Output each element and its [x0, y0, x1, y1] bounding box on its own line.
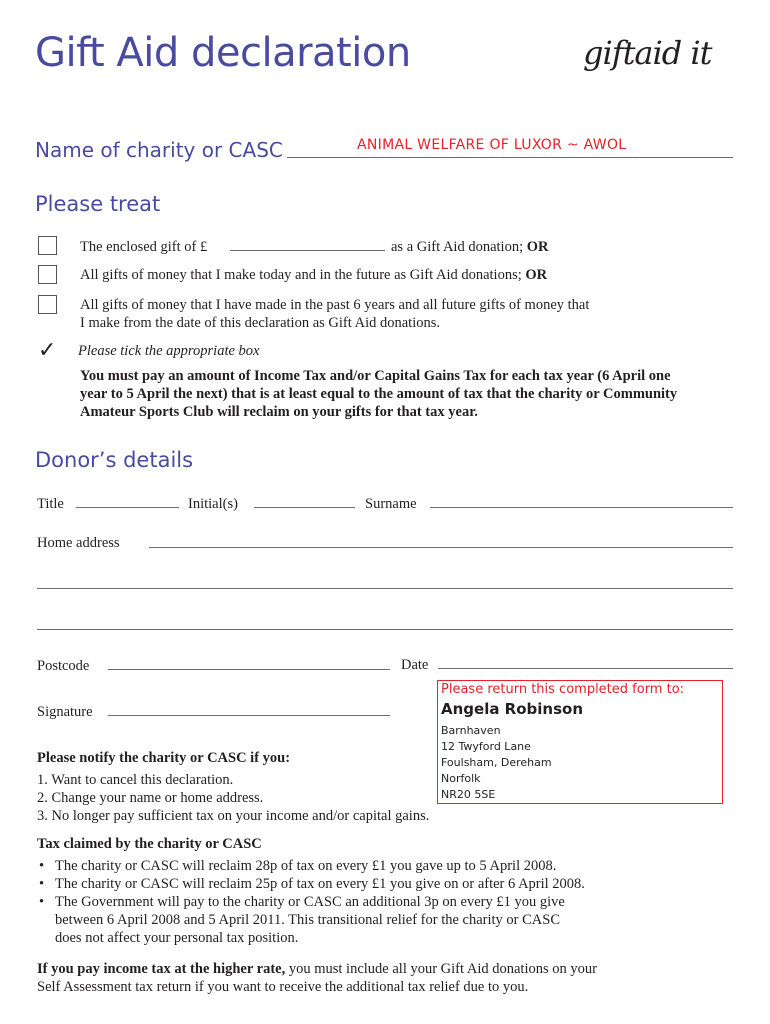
- tax-claimed-heading: Tax claimed by the charity or CASC: [37, 836, 262, 852]
- return-box-address: [441, 723, 552, 803]
- option3-text: [80, 296, 589, 332]
- option2-checkbox[interactable]: [38, 265, 57, 284]
- address-label: Home address: [37, 535, 120, 551]
- return-address-line: Foulsham, Dereham: [441, 756, 552, 769]
- postcode-label: Postcode: [37, 658, 90, 674]
- higher-rate-bold: If you pay income tax at the higher rate,: [37, 961, 286, 977]
- notify-list: [37, 771, 429, 825]
- tax-claimed-item: [37, 857, 677, 875]
- higher-rate-line2: Self Assessment tax return if you want to receive the additional tax relief due to you.: [37, 979, 529, 995]
- return-address-line: Barnhaven: [441, 724, 501, 737]
- notify-item: 1. Want to cancel this declaration.: [37, 772, 234, 788]
- return-address-box: [437, 680, 723, 804]
- return-box-heading: Please return this completed form to:: [441, 682, 685, 697]
- tax-notice: [80, 367, 677, 421]
- option1-text-a: The enclosed gift of £: [80, 239, 208, 255]
- surname-field[interactable]: [430, 507, 733, 508]
- bullet-icon: •: [39, 876, 45, 892]
- tick-note: Please tick the appropriate box: [78, 343, 260, 359]
- charity-name-value[interactable]: ANIMAL WELFARE OF LUXOR ~ AWOL: [357, 137, 627, 153]
- option1-checkbox[interactable]: [38, 236, 57, 255]
- higher-rate-note: [37, 960, 597, 996]
- higher-rate-line1: [37, 960, 597, 978]
- address-field-2[interactable]: [37, 588, 733, 589]
- notify-heading: Please notify the charity or CASC if you:: [37, 750, 291, 766]
- signature-label: Signature: [37, 704, 93, 720]
- higher-rate-rest: you must include all your Gift Aid donations on your: [285, 961, 597, 977]
- initials-label: Initial(s): [188, 496, 238, 512]
- gift-amount-line[interactable]: [230, 250, 385, 251]
- date-label: Date: [401, 657, 429, 673]
- return-address-line: 12 Twyford Lane: [441, 740, 531, 753]
- option2-label: All gifts of money that I make today and in the future as Gift Aid donations;: [80, 267, 522, 283]
- tax-claimed-text: The Government will pay to the charity or CASC an additional 3p on every £1 you give: [55, 894, 565, 910]
- bullet-icon: •: [39, 858, 45, 874]
- surname-label: Surname: [365, 496, 417, 512]
- bullet-icon: •: [39, 894, 45, 910]
- address-field-1[interactable]: [149, 547, 733, 548]
- tax-claimed-text: does not affect your personal tax position.: [55, 930, 299, 946]
- tax-claimed-item: [37, 893, 677, 947]
- tax-notice-line2: year to 5 April the next) that is at least equal to the amount of tax that the charity or Community: [80, 386, 678, 402]
- option2-text: [80, 266, 547, 284]
- option3-line2: I make from the date of this declaration as Gift Aid donations.: [80, 315, 440, 331]
- notify-item: 2. Change your name or home address.: [37, 790, 264, 806]
- giftaid-logo: giftaid it: [583, 34, 712, 72]
- date-field[interactable]: [438, 668, 733, 669]
- postcode-field[interactable]: [108, 669, 390, 670]
- return-box-name: Angela Robinson: [441, 700, 584, 718]
- tax-claimed-list: [37, 857, 677, 947]
- option2-or: OR: [525, 267, 548, 283]
- page-title: Gift Aid declaration: [35, 30, 411, 76]
- title-field[interactable]: [76, 507, 179, 508]
- return-address-line: NR20 5SE: [441, 788, 496, 801]
- option3-line1: All gifts of money that I have made in the past 6 years and all future gifts of money that: [80, 297, 590, 313]
- option3-checkbox[interactable]: [38, 295, 57, 314]
- notify-item: 3. No longer pay sufficient tax on your income and/or capital gains.: [37, 808, 430, 824]
- option1-suffix: as a Gift Aid donation;: [391, 239, 524, 255]
- tax-claimed-text: The charity or CASC will reclaim 28p of tax on every £1 you gave up to 5 April 2008.: [55, 858, 557, 874]
- option1-text-b: [391, 238, 548, 256]
- please-treat-heading: Please treat: [35, 192, 161, 216]
- option1-text: [80, 238, 207, 256]
- return-address-line: Norfolk: [441, 772, 481, 785]
- tax-claimed-item: [37, 875, 677, 893]
- option1-or: OR: [526, 239, 549, 255]
- tax-claimed-text: between 6 April 2008 and 5 April 2011. This transitional relief for the charity or CASC: [55, 912, 560, 928]
- title-label: Title: [37, 496, 64, 512]
- tax-notice-line3: Amateur Sports Club will reclaim on your gifts for that tax year.: [80, 404, 478, 420]
- tick-icon: ✓: [38, 338, 57, 363]
- tax-notice-line1: You must pay an amount of Income Tax and/or Capital Gains Tax for each tax year (6 April one: [80, 368, 671, 384]
- tax-claimed-text: The charity or CASC will reclaim 25p of tax on every £1 you give on or after 6 April 2008.: [55, 876, 585, 892]
- initials-field[interactable]: [254, 507, 355, 508]
- address-field-3[interactable]: [37, 629, 733, 630]
- donor-heading: Donor’s details: [35, 448, 194, 472]
- signature-field[interactable]: [108, 715, 390, 716]
- charity-label: Name of charity or CASC: [35, 138, 283, 162]
- charity-name-line: [287, 157, 733, 158]
